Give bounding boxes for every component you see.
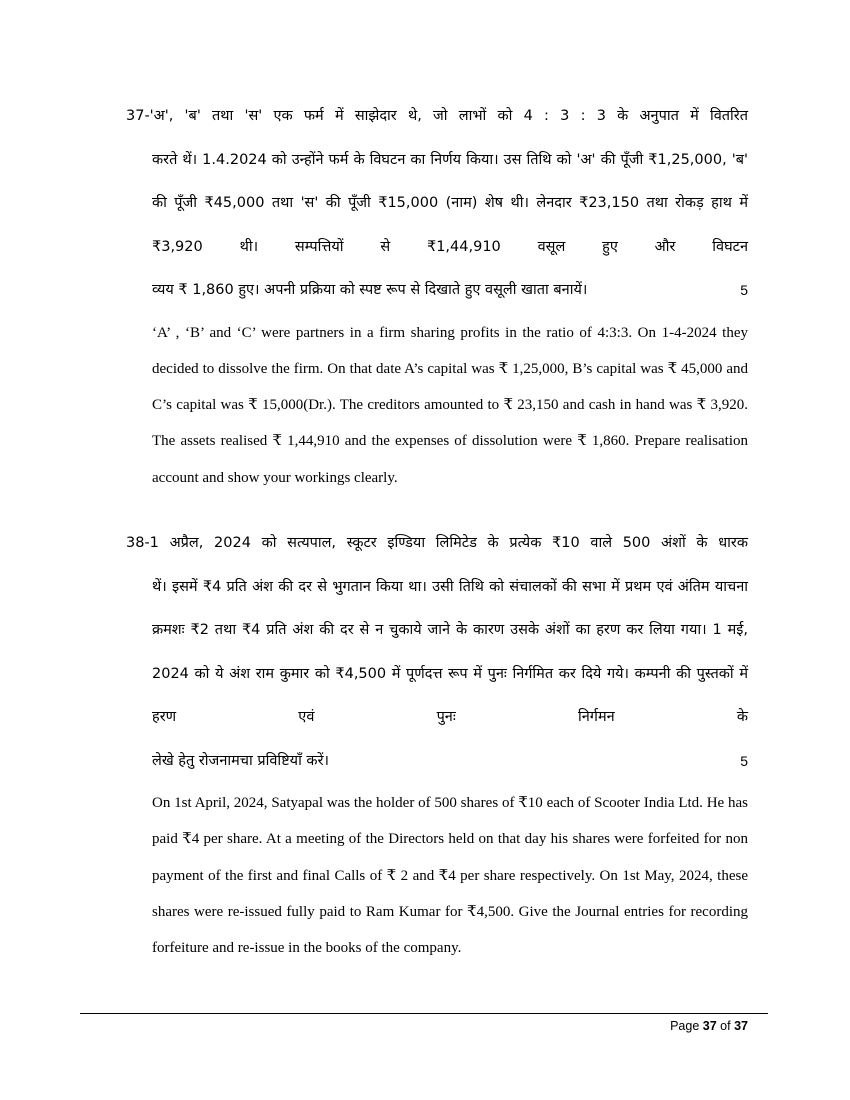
page-number-footer [670,1019,748,1033]
q38-english-text: On 1st April, 2024, Satyapal was the holder of 500 shares of ₹10 each of Scooter India Ltd. He has paid ₹4 per share. At a meeting of the Directors held on that day his shares were forfeited for non payment of the first and final Calls of ₹ 2 and ₹4 per share respectively. On 1st May, 2024, these shares were re-issued fully paid to Ram Kumar for ₹4,500. Give the Journal entries for recording forfeiture and re-issue in the books of the company. [152,795,748,957]
q37-hindi-line1: 37-'अ', 'ब' तथा 'स' एक फर्म में साझेदार थे, जो लाभों को 4 : 3 : 3 के अनुपात में वितरित [126,108,748,124]
q37-english-text: ‘A’ , ‘B’ and ‘C’ were partners in a firm sharing profits in the ratio of 4:3:3. On 1-4-2024 they decided to dissolve the firm. On that date A’s capital was ₹ 1,25,000, B’s capital was ₹ 45,000 and C’s capital was ₹ 15,000(Dr.). The creditors amounted to ₹ 23,150 and cash in hand was ₹ 3,920. The assets realised ₹ 1,44,910 and the expenses of dissolution were ₹ 1,860. Prepare realisation account and show your workings clearly. [152,324,748,486]
q37-marks: 5 [740,282,748,298]
question-37 [0,95,850,496]
q37-hindi-text: करते थें। 1.4.2024 को उन्होंने फर्म के विघटन का निर्णय किया। उस तिथि को 'अ' की पूँजी ₹1,25,000, 'ब' की पूँजी ₹45,000 तथा 'स' की पूँजी ₹15,000 (नाम) शेष थी। लेनदार ₹23,150 तथा रोकड़ हाथ में ₹3,920 थी। सम्पत्तियों से ₹1,44,910 वसूल हुए और विघटन [152,151,748,255]
of-word: of [720,1019,731,1033]
page-word: Page [670,1019,700,1033]
q38-marks: 5 [740,752,748,769]
q38-hindi-text: थें। इसमें ₹4 प्रति अंश की दर से भुगतान किया था। उसी तिथि को संचालकों की सभा में प्रथम एवं अंतिम याचना क्रमशः ₹2 तथा ₹4 प्रति अंश की दर से न चुकाये जाने के कारण उसके अंशों का हरण कर लिया गया। 1 मई, 2024 को ये अंश राम कुमार को ₹4,500 में पूर्णदत्त रूप में पुनः निर्गमित कर दिये गये। कम्पनी की पुस्तकों में हरण एवं पुनः निर्गमन के [152,578,748,725]
q38-hindi-line1: 38-1 अप्रैल, 2024 को सत्यपाल, स्कूटर इण्डिया लिमिटेड के प्रत्येक ₹10 वाले 500 अंशों के धारक [126,535,748,551]
q38-hindi-last: लेखे हेतु रोजनामचा प्रविष्टियाँ करें। [152,752,329,769]
q37-hindi-last-line [152,269,748,313]
page-total: 37 [734,1019,748,1033]
footer-divider [80,1013,768,1014]
q37-hindi-last: व्यय ₹ 1,860 हुए। अपनी प्रक्रिया को स्पष्ट रूप से दिखाते हुए वसूली खाता बनायें। [152,282,588,298]
page-current: 37 [702,1019,717,1033]
question-38 [0,522,850,966]
q38-hindi-last-line [152,740,748,784]
